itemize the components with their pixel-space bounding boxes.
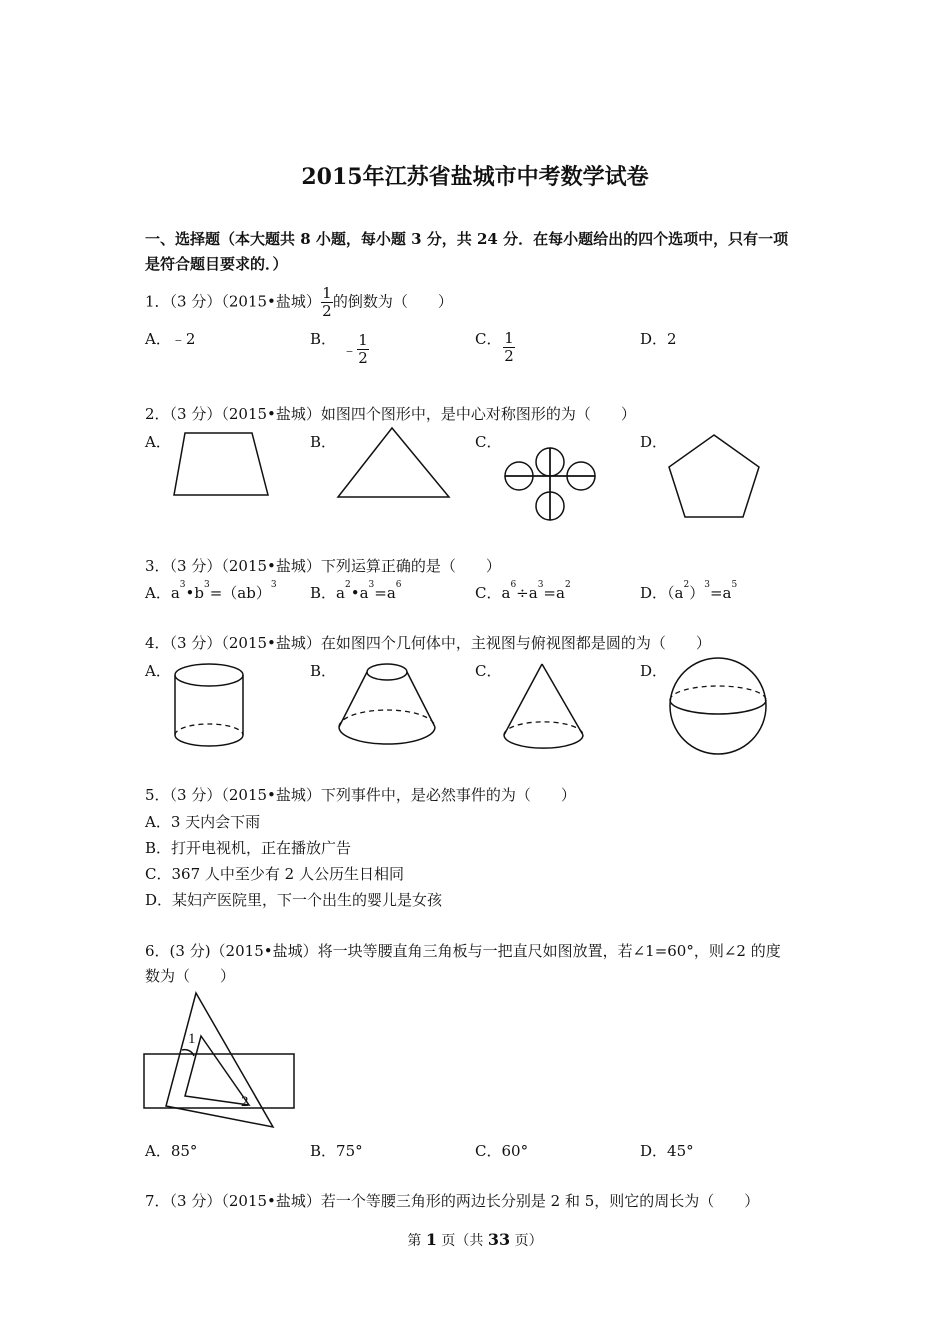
q3-option-a[interactable]: A．$a^3•b^3=(ab)^3$ bbox=[145, 580, 277, 602]
q5-option-a[interactable]: A．3 天内会下雨 bbox=[145, 813, 261, 831]
question-1-fraction: $\frac{1}{2}$ bbox=[322, 284, 332, 320]
q1-option-c-value: $\frac{1}{2}$ bbox=[504, 329, 514, 365]
q3-option-c[interactable]: C．$a^6\div a^3=a^2$ bbox=[475, 580, 571, 602]
page-footer: 第 1 页（共 33 页） bbox=[407, 1230, 543, 1249]
q2-option-a[interactable]: A． bbox=[145, 433, 171, 451]
question-6-line1: 6．(3 分)（2015•盐城）将一块等腰直角三角板与一把直尺如图放置，若∠1=60°，则∠2 的度 bbox=[145, 942, 781, 960]
total-pages: 33 bbox=[487, 1230, 511, 1249]
triangle-outer bbox=[166, 993, 273, 1127]
question-2: 2．（3 分）（2015•盐城）如图四个图形中，是中心对称图形的为（ ） bbox=[145, 405, 636, 423]
q1-option-b[interactable]: B． bbox=[310, 330, 337, 348]
q5-option-b[interactable]: B．打开电视机，正在播放广告 bbox=[145, 839, 352, 857]
section-heading-line2: 是符合题目要求的．） bbox=[145, 255, 288, 273]
page-number: 1 bbox=[425, 1230, 437, 1249]
q1-option-d[interactable]: D．2 bbox=[640, 330, 677, 348]
q1-option-b-value: ﹣ $\frac{1}{2}$ bbox=[342, 331, 368, 367]
q6-option-a[interactable]: A．85° bbox=[145, 1142, 198, 1160]
q1-option-c[interactable]: C． bbox=[475, 330, 502, 348]
question-4: 4．（3 分）（2015•盐城）在如图四个几何体中，主视图与俯视图都是圆的为（ ） bbox=[145, 634, 711, 652]
pentagon-figure bbox=[665, 430, 765, 522]
frustum-figure bbox=[336, 660, 440, 752]
question-5: 5．（3 分）（2015•盐城）下列事件中，是必然事件的为（ ） bbox=[145, 786, 576, 804]
q4-option-d[interactable]: D． bbox=[640, 662, 668, 680]
q3-option-b[interactable]: B．$a^2•a^3=a^6$ bbox=[310, 580, 402, 602]
q5-option-c[interactable]: C．367 人中至少有 2 人公历生日相同 bbox=[145, 865, 404, 883]
question-6-line2: 数为（ ） bbox=[145, 967, 236, 985]
q4-option-b[interactable]: B． bbox=[310, 662, 337, 680]
triangle-figure bbox=[335, 425, 455, 500]
pinwheel-figure bbox=[500, 440, 600, 520]
q6-option-d[interactable]: D．45° bbox=[640, 1142, 694, 1160]
cone-figure bbox=[500, 660, 590, 752]
q2-option-b[interactable]: B． bbox=[310, 433, 337, 451]
q2-option-d[interactable]: D． bbox=[640, 433, 668, 451]
q6-option-b[interactable]: B．75° bbox=[310, 1142, 363, 1160]
angle-2-label: 2 bbox=[241, 1094, 249, 1110]
q5-option-d[interactable]: D．某妇产医院里，下一个出生的婴儿是女孩 bbox=[145, 891, 443, 909]
ruler-triangle-figure bbox=[140, 990, 300, 1130]
question-3: 3．（3 分）（2015•盐城）下列运算正确的是（ ） bbox=[145, 557, 501, 575]
cylinder-figure bbox=[172, 662, 248, 752]
section-heading-line1: 一、选择题（本大题共 8 小题，每小题 3 分，共 24 分．在每小题给出的四个选项中，只有一项 bbox=[145, 230, 789, 248]
q4-option-a[interactable]: A． bbox=[145, 662, 171, 680]
question-7: 7．（3 分）（2015•盐城）若一个等腰三角形的两边长分别是 2 和 5，则它的周长为（ ） bbox=[145, 1192, 760, 1210]
q4-option-c[interactable]: C． bbox=[475, 662, 502, 680]
page-title: 2015年江苏省盐城市中考数学试卷 bbox=[301, 164, 649, 190]
q6-option-c[interactable]: C．60° bbox=[475, 1142, 529, 1160]
question-1-suffix: 的倒数为（ ） bbox=[332, 292, 453, 311]
q1-option-a[interactable]: A．﹣2 bbox=[145, 330, 196, 348]
question-1 bbox=[145, 285, 453, 320]
q2-option-c[interactable]: C． bbox=[475, 433, 502, 451]
angle-1-label: 1 bbox=[188, 1031, 196, 1047]
trapezoid-figure bbox=[170, 428, 280, 500]
question-1-prefix: 1．（3 分）（2015•盐城） bbox=[145, 292, 321, 311]
sphere-figure bbox=[666, 658, 774, 758]
q3-option-d[interactable]: D．$(a^2)^3=a^5$ bbox=[640, 580, 738, 602]
